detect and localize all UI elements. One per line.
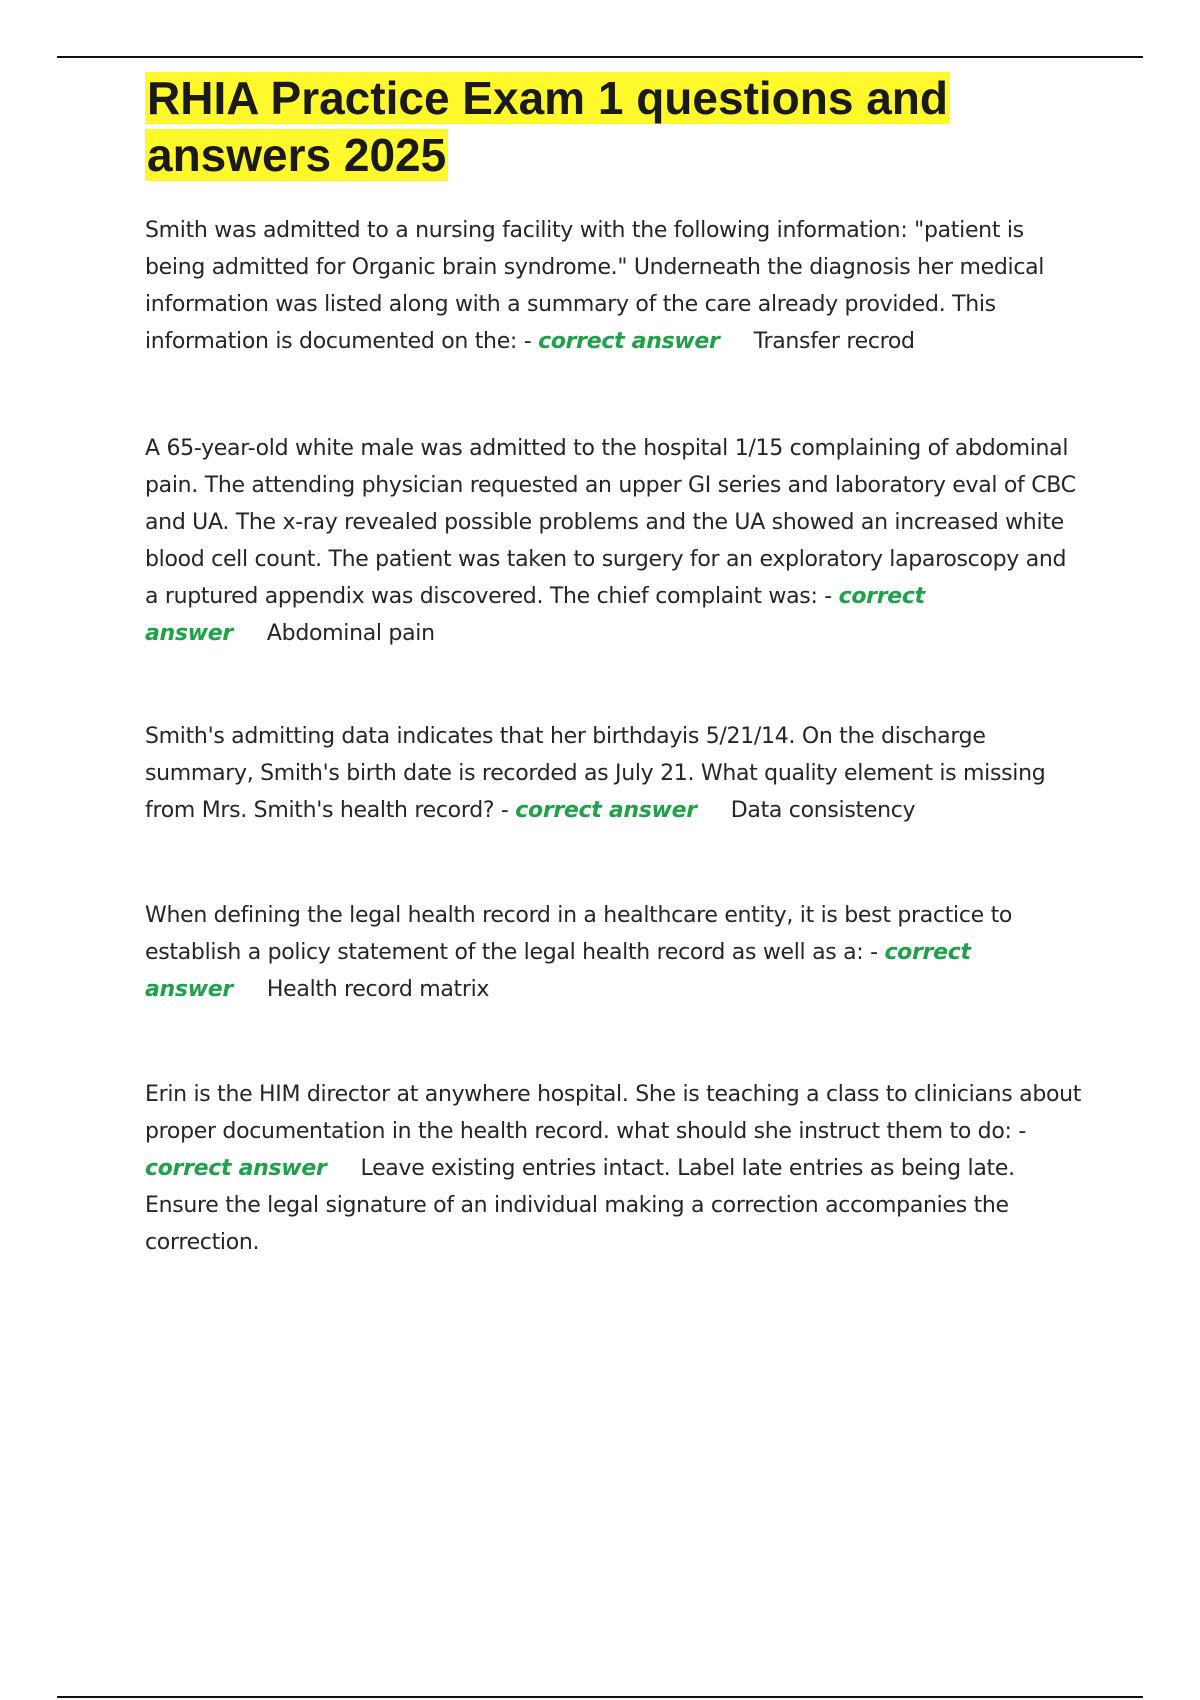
qa-item-2 xyxy=(145,430,1085,652)
answer-text: Transfer recrod xyxy=(753,329,915,354)
correct-answer-label: correct answer xyxy=(145,584,925,646)
separator: - xyxy=(1011,1119,1026,1144)
correct-answer-label: correct answer xyxy=(145,940,971,1002)
qa-item-5 xyxy=(145,1076,1085,1261)
bottom-rule xyxy=(57,1696,1143,1698)
document-title xyxy=(145,70,1025,184)
separator: - xyxy=(817,584,839,609)
separator: - xyxy=(863,940,885,965)
question-text: Smith's admitting data indicates that her birthdayis 5/21/14. On the discharge summary, Smith's birth date is recorded as July 21. What quality element is missing from Mrs. Smith's health record? xyxy=(145,724,1046,823)
qa-item-3 xyxy=(145,718,1085,829)
qa-item-1 xyxy=(145,212,1085,360)
answer-text: Leave existing entries intact. Label late entries as being late. Ensure the legal signature of an individual making a correction accompanies the correction. xyxy=(145,1156,1015,1255)
question-text: Erin is the HIM director at anywhere hospital. She is teaching a class to clinicians about proper documentation in the health record. what should she instruct them to do: xyxy=(145,1082,1082,1144)
top-rule xyxy=(57,56,1143,58)
qa-item-4 xyxy=(145,897,1085,1008)
correct-answer-label: correct answer xyxy=(538,329,720,354)
separator: - xyxy=(517,329,539,354)
answer-text: Data consistency xyxy=(730,798,916,823)
document-body xyxy=(145,70,1085,1261)
question-text: A 65-year-old white male was admitted to the hospital 1/15 complaining of abdominal pain. The attending physician requested an upper GI series and laboratory eval of CBC and UA. The x-ray revealed possible problems and the UA showed an increased white blood cell count. The patient was taken to surgery for an exploratory laparoscopy and a ruptured appendix was discovered. The chief complaint was: xyxy=(145,436,1076,609)
answer-text: Health record matrix xyxy=(266,977,490,1002)
question-text: Smith was admitted to a nursing facility with the following information: "patient is being admitted for Organic brain syndrome." Underneath the diagnosis her medical information was listed along with a summary of the care already provided. This information is documented on the: xyxy=(145,218,1045,354)
separator: - xyxy=(494,798,516,823)
correct-answer-label: correct answer xyxy=(515,798,697,823)
answer-text: Abdominal pain xyxy=(266,621,435,646)
question-text: When defining the legal health record in a healthcare entity, it is best practice to establish a policy statement of the legal health record as well as a: xyxy=(145,903,1013,965)
correct-answer-label: correct answer xyxy=(145,1156,327,1181)
title-highlight: RHIA Practice Exam 1 questions and answers 2025 xyxy=(147,72,949,181)
